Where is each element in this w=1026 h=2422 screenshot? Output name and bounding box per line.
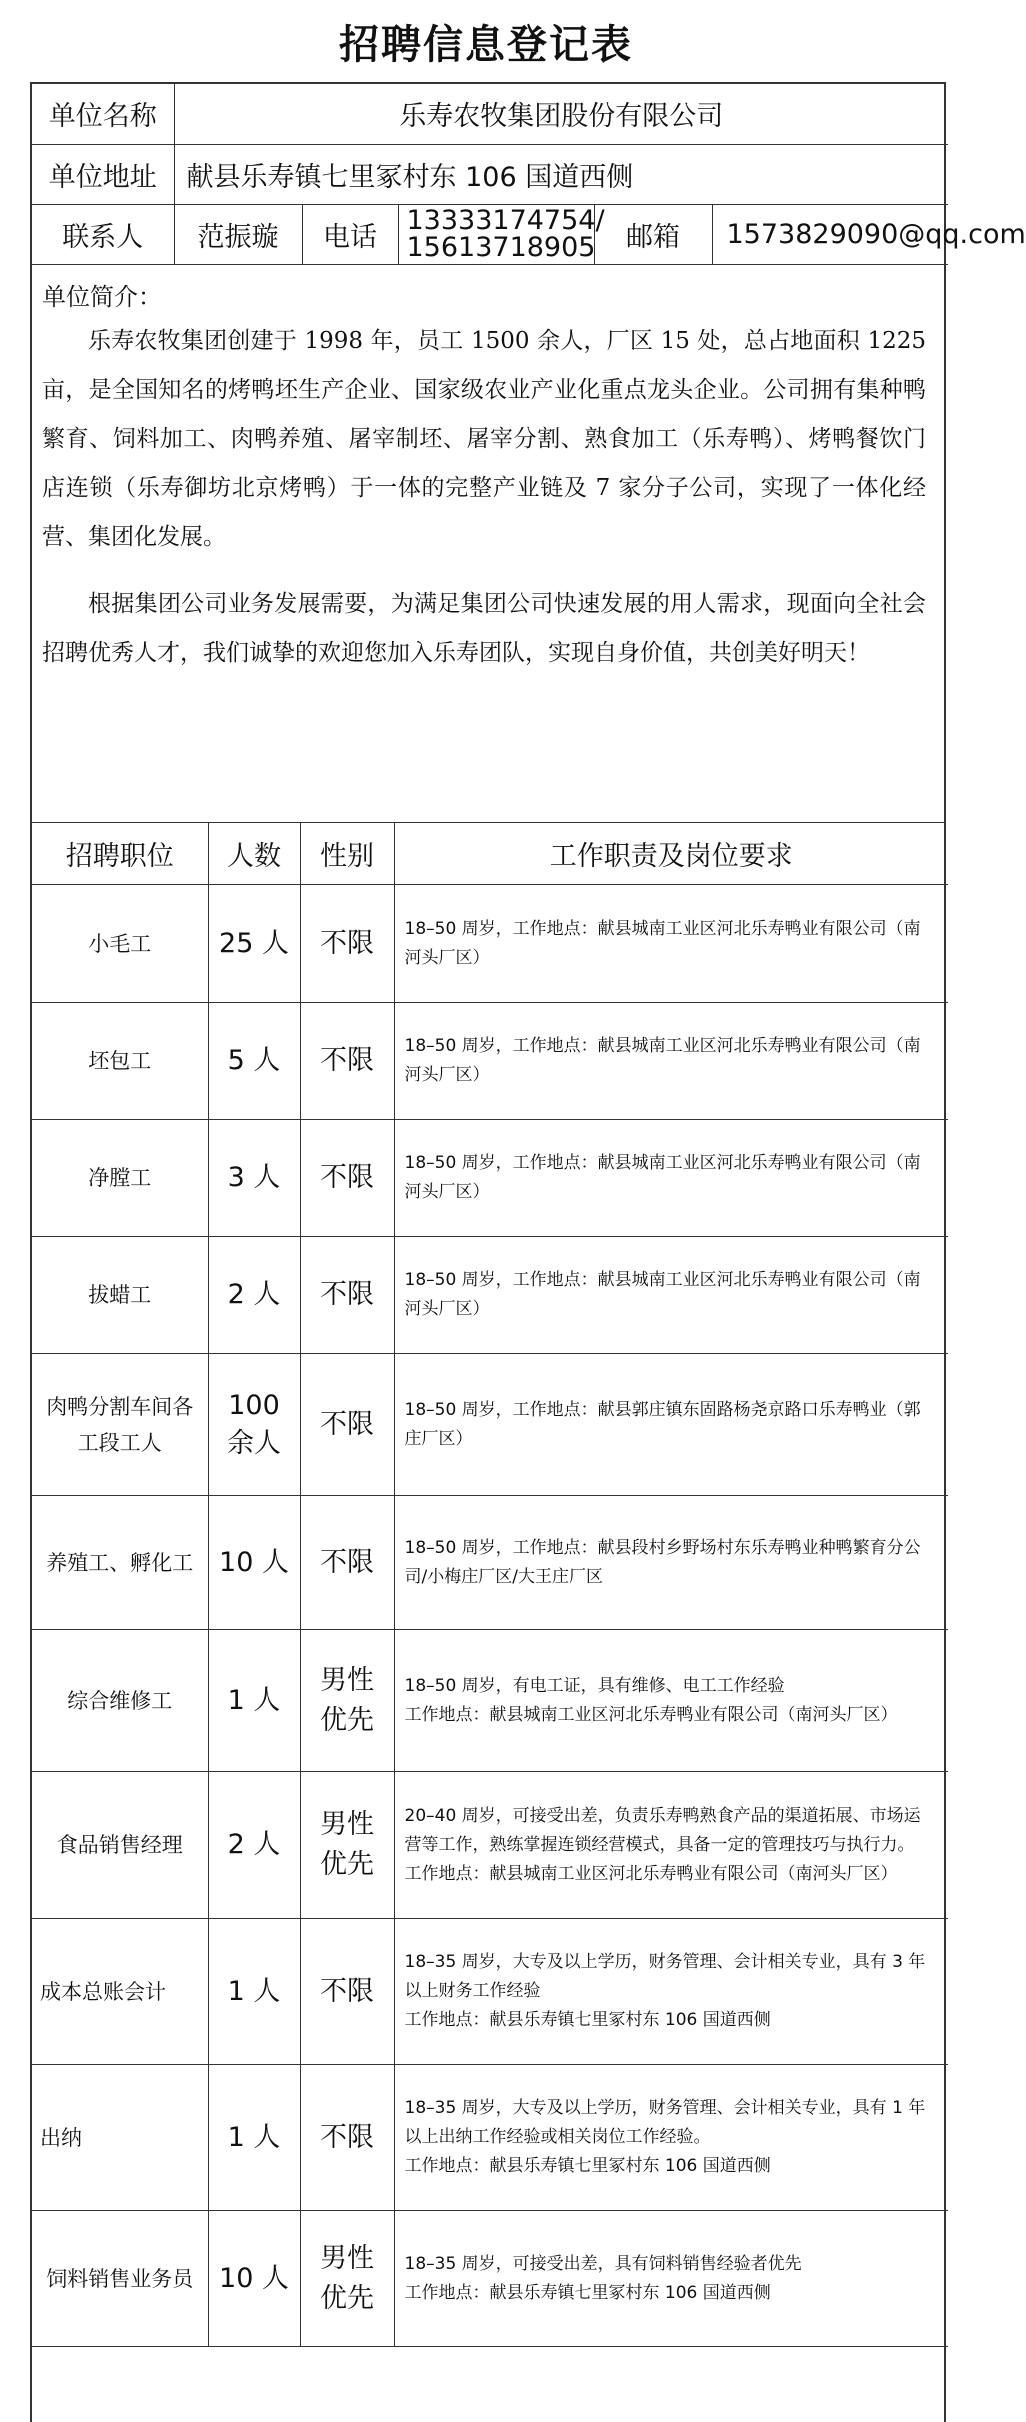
intro-paragraph-1: 乐寿农牧集团创建于 1998 年，员工 1500 余人，厂区 15 处，总占地面积 1225 亩，是全国知名的烤鸭坯生产企业、国家级农业产业化重点龙头企业。公司拥有集种鸭繁育、饲料加工、肉鸭养殖、屠宰制坯、屠宰分割、熟食加工（乐寿鸭）、烤鸭餐饮门店连锁（乐寿御坊北京烤鸭）于一体的完整产业链及 7 家分子公司，实现了一体化经营、集团化发展。 [42,327,926,550]
header-count: 人数 [208,823,300,885]
contact-row [32,204,948,264]
job-count: 5 人 [208,1003,300,1120]
phone-number-2: 15613718905 [406,232,596,263]
jobs-header-row [32,823,948,885]
job-gender: 不限 [300,885,394,1003]
job-count: 100 余人 [208,1354,300,1496]
company-info-table [32,84,1026,265]
job-count: 2 人 [208,1237,300,1354]
job-position: 坯包工 [32,1003,208,1120]
job-requirements: 20–40 周岁，可接受出差，负责乐寿鸭熟食产品的渠道拓展、市场运营等工作，熟练掌握连锁经营模式，具备一定的管理技巧与执行力。 工作地点：献县城南工业区河北乐寿鸭业有限公司（南河头厂区） [394,1772,948,1919]
job-position: 拔蜡工 [32,1237,208,1354]
job-gender: 不限 [300,1919,394,2065]
job-position: 养殖工、孵化工 [32,1496,208,1630]
job-count: 1 人 [208,1919,300,2065]
job-position: 净膛工 [32,1120,208,1237]
job-row [32,1120,948,1237]
job-row [32,1237,948,1354]
job-requirements: 18–50 周岁，工作地点：献县城南工业区河北乐寿鸭业有限公司（南河头厂区） [394,1003,948,1120]
job-count: 10 人 [208,1496,300,1630]
job-gender: 男性 优先 [300,2211,394,2347]
company-address-label: 单位地址 [32,144,174,204]
job-gender: 不限 [300,1237,394,1354]
job-count: 10 人 [208,2211,300,2347]
header-requirements: 工作职责及岗位要求 [394,823,948,885]
job-gender: 男性 优先 [300,1772,394,1919]
form-frame [30,82,1026,2422]
phone-number-1: 13333174754/ [406,205,605,236]
company-intro-section [32,265,944,823]
job-requirements: 18–50 周岁，工作地点：献县城南工业区河北乐寿鸭业有限公司（南河头厂区） [394,1237,948,1354]
intro-paragraph-2: 根据集团公司业务发展需要，为满足集团公司快速发展的用人需求，现面向全社会招聘优秀人才，我们诚挚的欢迎您加入乐寿团队，实现自身价值，共创美好明天！ [42,590,926,666]
job-position: 饲料销售业务员 [32,2211,208,2347]
job-gender: 不限 [300,1354,394,1496]
jobs-table [32,823,948,2348]
company-name-row [32,84,948,144]
contact-value: 范振璇 [174,204,302,264]
header-gender: 性别 [300,823,394,885]
job-row [32,885,948,1003]
job-row [32,1630,948,1772]
job-count: 25 人 [208,885,300,1003]
job-row [32,1354,948,1496]
job-count: 1 人 [208,2065,300,2211]
phone-value [398,204,605,264]
job-position: 综合维修工 [32,1630,208,1772]
phone-label: 电话 [302,204,398,264]
job-position: 肉鸭分割车间各工段工人 [32,1354,208,1496]
job-gender: 不限 [300,1003,394,1120]
company-name-label: 单位名称 [32,84,174,144]
job-count: 2 人 [208,1772,300,1919]
job-requirements: 18–35 周岁，可接受出差，具有饲料销售经验者优先 工作地点：献县乐寿镇七里冢村东 106 国道西侧 [394,2211,948,2347]
intro-heading: 单位简介： [42,282,162,311]
header-position: 招聘职位 [32,823,208,885]
job-row [32,1919,948,2065]
job-requirements: 18–35 周岁，大专及以上学历，财务管理、会计相关专业，具有 3 年以上财务工作经验 工作地点：献县乐寿镇七里冢村东 106 国道西侧 [394,1919,948,2065]
job-gender: 不限 [300,1120,394,1237]
job-position: 出纳 [32,2065,208,2211]
job-requirements: 18–50 周岁，有电工证，具有维修、电工工作经验 工作地点：献县城南工业区河北乐寿鸭业有限公司（南河头厂区） [394,1630,948,1772]
job-count: 3 人 [208,1120,300,1237]
job-count: 1 人 [208,1630,300,1772]
job-position: 成本总账会计 [32,1919,208,2065]
email-label: 邮箱 [594,204,712,264]
job-gender: 不限 [300,1496,394,1630]
job-row [32,1496,948,1630]
contact-label: 联系人 [32,204,174,264]
page-title: 招聘信息登记表 [339,21,633,68]
job-position: 小毛工 [32,885,208,1003]
company-name-value: 乐寿农牧集团股份有限公司 [174,84,948,144]
job-requirements: 18–50 周岁，工作地点：献县郭庄镇东固路杨尧京路口乐寿鸭业（郭庄厂区） [394,1354,948,1496]
job-requirements: 18–50 周岁，工作地点：献县城南工业区河北乐寿鸭业有限公司（南河头厂区） [394,885,948,1003]
job-position: 食品销售经理 [32,1772,208,1919]
job-row [32,1772,948,1919]
email-value: 1573829090@qq.com [712,204,948,264]
job-requirements: 18–50 周岁，工作地点：献县城南工业区河北乐寿鸭业有限公司（南河头厂区） [394,1120,948,1237]
jobs-body [32,885,948,2347]
job-row [32,2065,948,2211]
job-requirements: 18–35 周岁，大专及以上学历，财务管理、会计相关专业，具有 1 年以上出纳工作经验或相关岗位工作经验。 工作地点：献县乐寿镇七里冢村东 106 国道西侧 [394,2065,948,2211]
job-gender: 不限 [300,2065,394,2211]
job-row [32,2211,948,2347]
company-address-row [32,144,948,204]
company-address-value: 献县乐寿镇七里冢村东 106 国道西侧 [174,144,948,204]
job-row [32,1003,948,1120]
job-gender: 男性 优先 [300,1630,394,1772]
job-requirements: 18–50 周岁，工作地点：献县段村乡野场村东乐寿鸭业种鸭繁育分公司/小梅庄厂区/大王庄厂区 [394,1496,948,1630]
